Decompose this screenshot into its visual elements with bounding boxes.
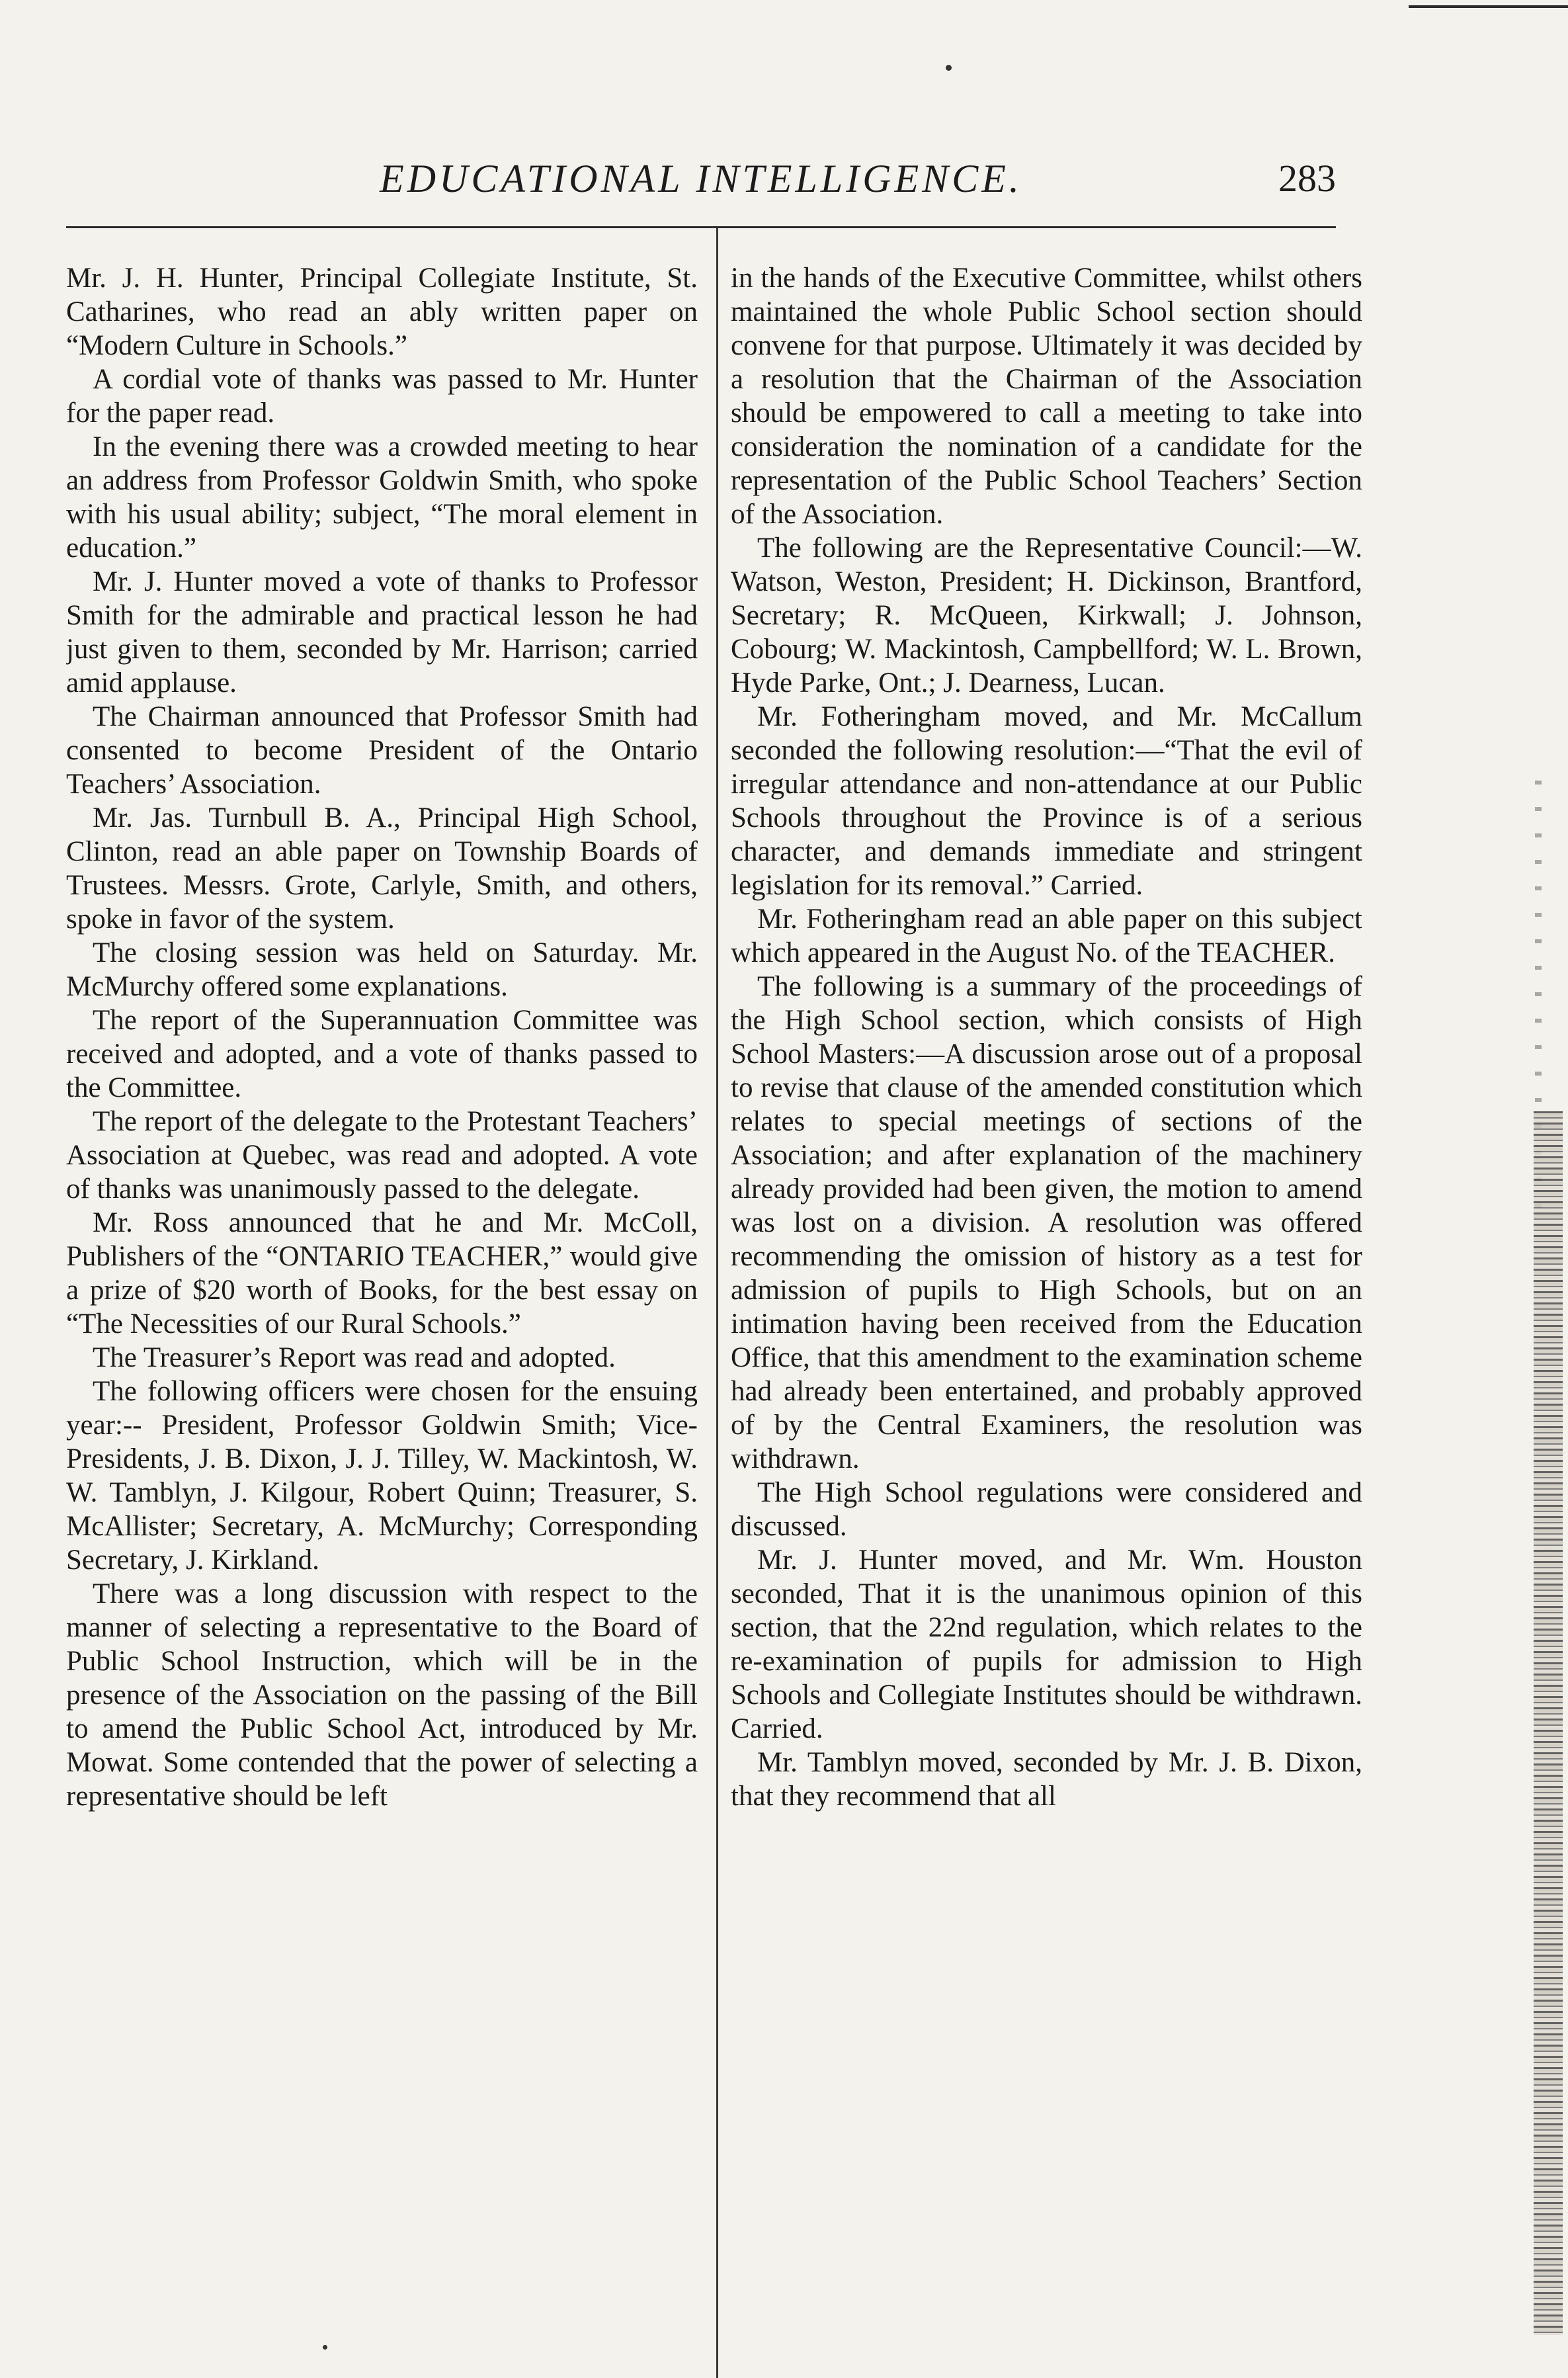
page-header	[66, 152, 1336, 212]
paragraph: Mr. Ross announced that he and Mr. McColl, Publishers of the “ONTARIO TEACHER,” would give a prize of $20 worth of Books, for the best essay on “The Necessities of our Rural Schools.”	[66, 1207, 698, 1339]
paragraph: Mr. J. H. Hunter, Principal Collegiate Institute, St. Catharines, who read an ably written paper on “Modern Culture in Schools.”	[66, 263, 698, 361]
paragraph: A cordial vote of thanks was passed to Mr. Hunter for the paper read.	[66, 364, 698, 429]
paragraph: The following officers were chosen for the ensuing year:-- President, Professor Goldwin Smith; Vice-Presidents, J. B. Dixon, J. J. Tilley, W. Mackintosh, W. W. Tamblyn, J. Kilgour, Robert Quinn; Treasurer, S. McAllister; Secretary, A. McMurchy; Corresponding Secretary, J. Kirkland.	[66, 1376, 698, 1576]
paragraph: Mr. Fotheringham moved, and Mr. McCallum seconded the following resolution:—“That the evil of irregular attendance and non-attendance at our Public Schools throughout the Province is of a serious character, and demands immediate and stringent legislation for its removal.” Carried.	[731, 701, 1362, 901]
page-number: 283	[1278, 157, 1336, 200]
paragraph: There was a long discussion with respect to the manner of selecting a representative to the Board of Public School Instruction, which will be in the presence of the Association on the passing of the Bill to amend the Public School Act, introduced by Mr. Mowat. Some contended that the power of selecting a representative should be left	[66, 1578, 698, 1812]
paragraph: Mr. Tamblyn moved, seconded by Mr. J. B. Dixon, that they recommend that all	[731, 1747, 1362, 1812]
paragraph: Mr. J. Hunter moved, and Mr. Wm. Houston seconded, That it is the unanimous opinion of this section, that the 22nd regulation, which relates to the re-examination of pupils for admission to High Schools and Collegiate Institutes should be withdrawn. Carried.	[731, 1545, 1362, 1744]
paragraph: The following are the Representative Council:—W. Watson, Weston, President; H. Dickinson, Brantford, Secretary; R. McQueen, Kirkwall; J. Johnson, Cobourg; W. Mackintosh, Campbellford; W. L. Brown, Hyde Parke, Ont.; J. Dearness, Lucan.	[731, 532, 1362, 699]
top-edge-rule	[1409, 5, 1568, 8]
paragraph: in the hands of the Executive Committee, whilst others maintained the whole Public School section should convene for that purpose. Ultimately it was decided by a resolution that the Chairman of the Association should be empowered to call a meeting to take into consideration the nomination of a candidate for the representation of the Public School Teachers’ Section of the Association.	[731, 263, 1362, 530]
paragraph: In the evening there was a crowded meeting to hear an address from Professor Goldwin Smith, who spoke with his usual ability; subject, “The moral element in education.”	[66, 431, 698, 564]
paragraph: The closing session was held on Saturday. Mr. McMurchy offered some explanations.	[66, 937, 698, 1002]
paragraph: The Chairman announced that Professor Smith had consented to become President of the Ontario Teachers’ Association.	[66, 701, 698, 800]
right-column	[731, 261, 1362, 2352]
header-rule	[66, 226, 1336, 228]
paragraph: Mr. Jas. Turnbull B. A., Principal High School, Clinton, read an able paper on Township Boards of Trustees. Messrs. Grote, Carlyle, Smith, and others, spoke in favor of the system.	[66, 802, 698, 935]
scan-edge-artifact	[1534, 1111, 1563, 2335]
paragraph: Mr. Fotheringham read an able paper on this subject which appeared in the August No. of the TEACHER.	[731, 904, 1362, 968]
running-title: EDUCATIONAL INTELLIGENCE.	[380, 157, 1022, 200]
paragraph: The report of the delegate to the Protestant Teachers’ Association at Quebec, was read and adopted. A vote of thanks was unanimously passed to the delegate.	[66, 1106, 698, 1205]
paragraph: The report of the Superannuation Committee was received and adopted, and a vote of thanks passed to the Committee.	[66, 1005, 698, 1103]
column-divider	[716, 228, 718, 2378]
ink-speck	[946, 65, 952, 71]
paragraph: The High School regulations were considered and discussed.	[731, 1477, 1362, 1542]
left-column	[66, 261, 698, 2352]
paragraph: The Treasurer’s Report was read and adopted.	[93, 1342, 616, 1373]
paragraph: The following is a summary of the proceedings of the High School section, which consists of High School Masters:—A discussion arose out of a proposal to revise that clause of the amended constitution which relates to special meetings of sections of the Association; and after explanation of the machinery already provided had been given, the motion to amend was lost on a division. A resolution was offered recommending the omission of history as a test for admission of pupils to High Schools, but on an intimation having been received from the Education Office, that this amendment to the examination scheme had already been entertained, and probably approved of by the Central Examiners, the resolution was withdrawn.	[731, 971, 1362, 1474]
paragraph: Mr. J. Hunter moved a vote of thanks to Professor Smith for the admirable and practical lesson he had just given to them, seconded by Mr. Harrison; carried amid applause.	[66, 566, 698, 699]
